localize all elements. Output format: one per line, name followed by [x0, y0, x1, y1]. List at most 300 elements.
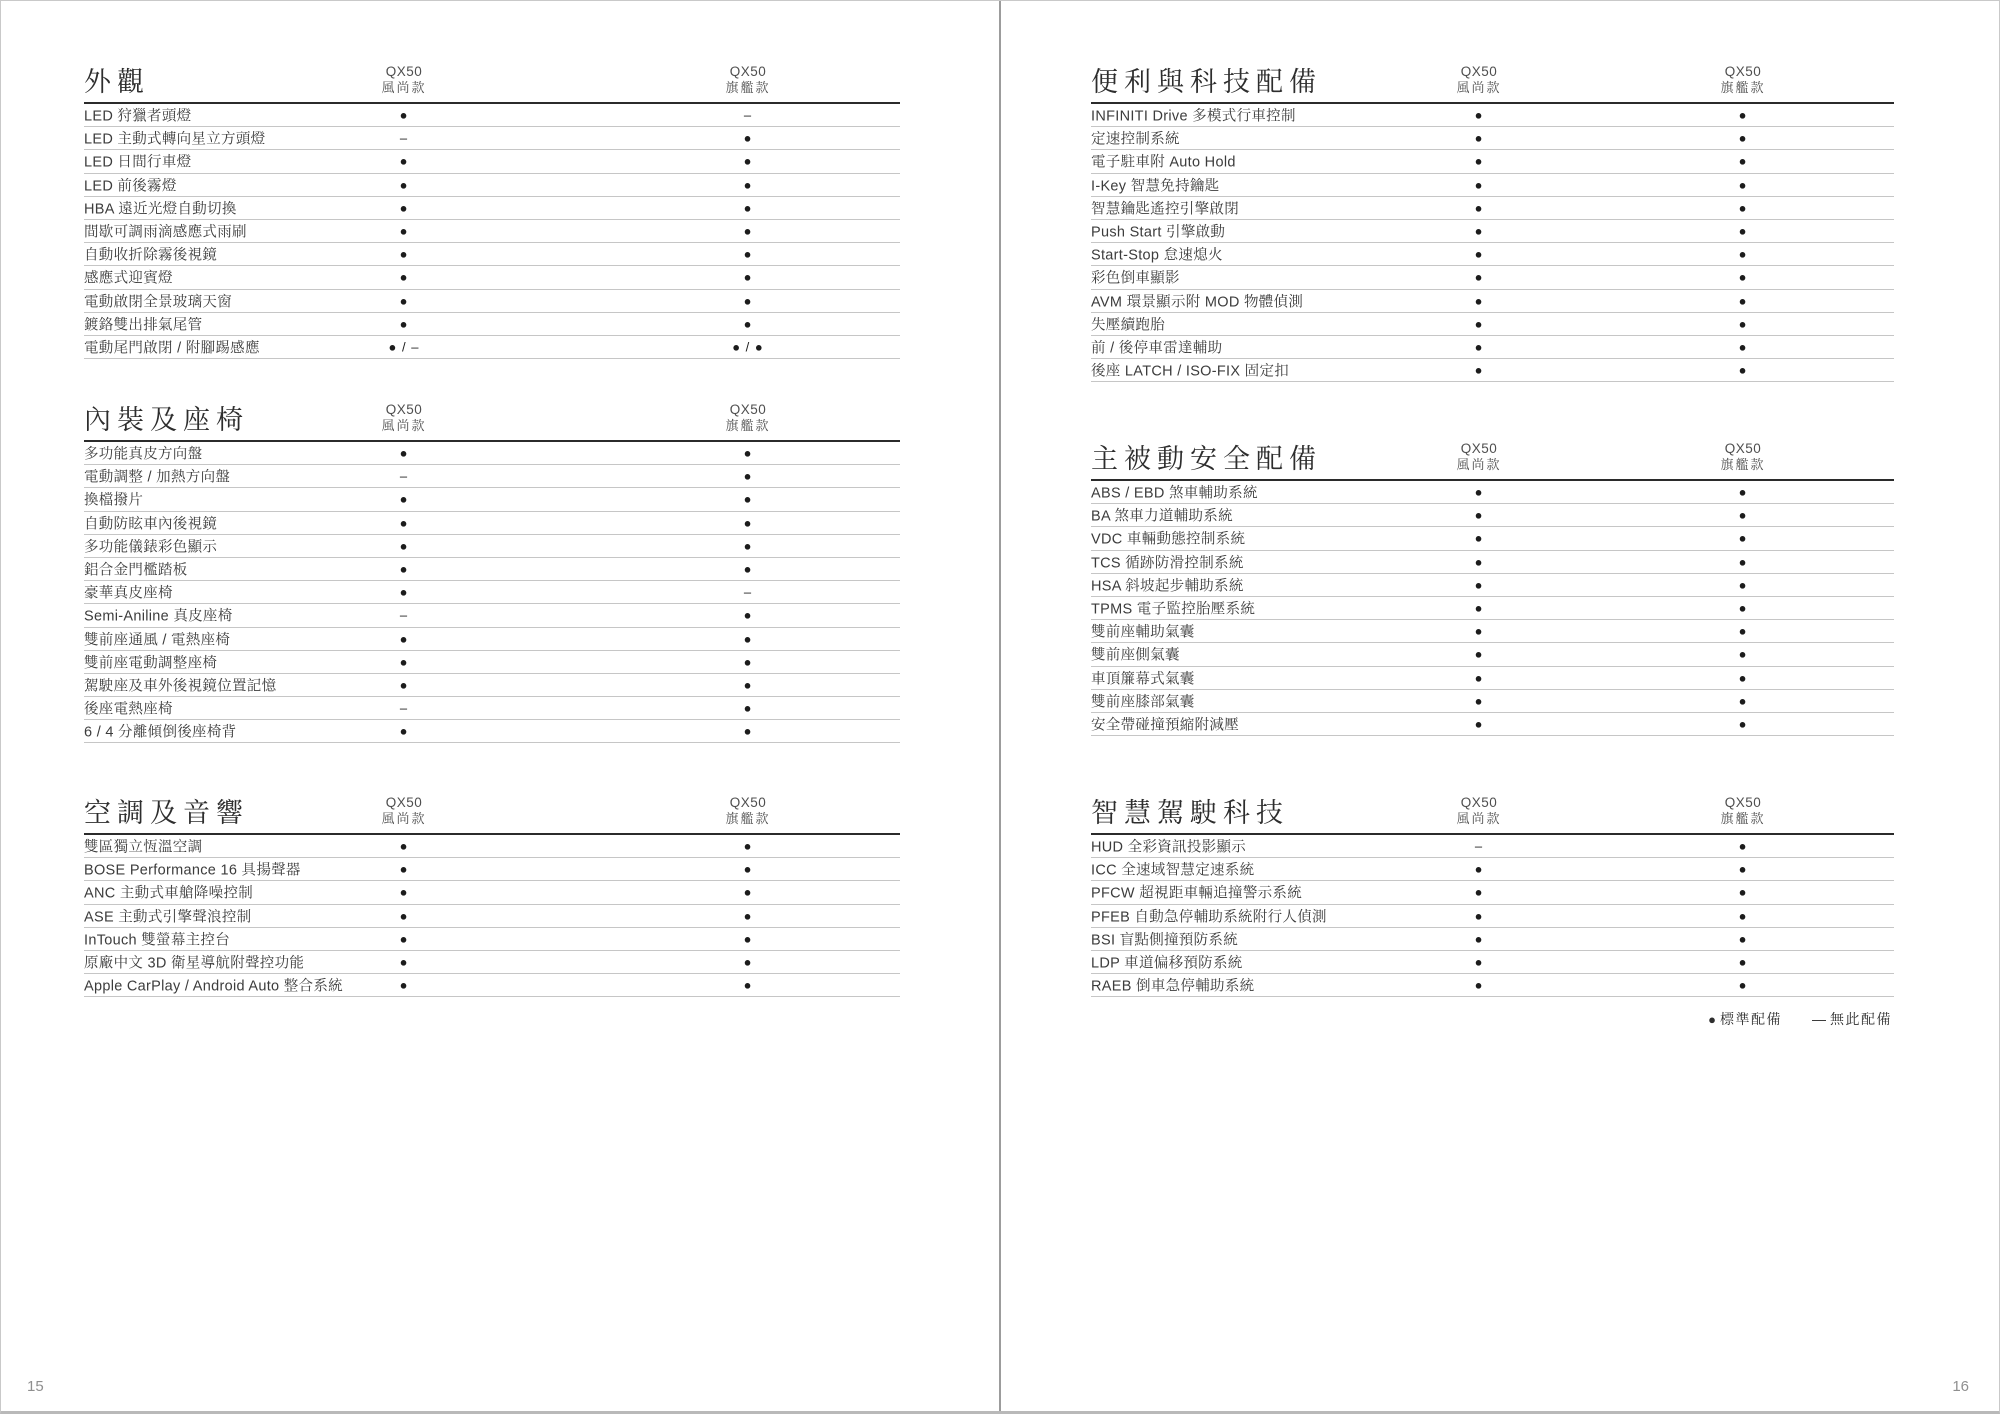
availability-cell: – — [399, 607, 409, 623]
availability-cell: ● — [399, 177, 409, 193]
table-row — [84, 465, 900, 488]
table-row — [1091, 527, 1894, 550]
feature-label: LED 主動式轉向星立方頭燈 — [84, 131, 266, 148]
availability-cell: ● — [743, 723, 753, 739]
availability-cell: ● — [1738, 716, 1748, 732]
feature-label: 6 / 4 分離傾倒後座椅背 — [84, 724, 237, 741]
table-row — [84, 336, 900, 359]
feature-label: 自動收折除霧後視鏡 — [84, 247, 218, 264]
feature-label: InTouch 雙螢幕主控台 — [84, 932, 231, 949]
table-row — [1091, 313, 1894, 336]
table-row — [1091, 481, 1894, 504]
feature-label: 電動調整 / 加熱方向盤 — [84, 469, 231, 486]
availability-cell: ● — [743, 838, 753, 854]
feature-label: 安全帶碰撞預縮附減壓 — [1091, 717, 1239, 734]
availability-cell: ● — [1738, 200, 1748, 216]
availability-cell: ● — [743, 954, 753, 970]
feature-label: Push Start 引擎啟動 — [1091, 224, 1226, 241]
availability-cell: ● — [1474, 223, 1484, 239]
availability-cell: ● — [743, 700, 753, 716]
availability-cell: ● — [1738, 223, 1748, 239]
section-header — [1091, 58, 1894, 104]
availability-cell: ● — [1738, 838, 1748, 854]
table-row — [1091, 881, 1894, 904]
feature-section — [1091, 435, 1894, 736]
table-row — [1091, 551, 1894, 574]
availability-cell: ● — [399, 908, 409, 924]
column-model-label: QX50 — [1724, 794, 1762, 810]
availability-cell: ● — [1738, 693, 1748, 709]
table-row — [84, 104, 900, 127]
availability-cell: ● — [743, 130, 753, 146]
availability-cell: ● — [1738, 861, 1748, 877]
section-title: 內裝及座椅 — [84, 405, 249, 435]
feature-label: 多功能儀錶彩色顯示 — [84, 539, 218, 556]
availability-cell: ● — [743, 908, 753, 924]
availability-cell: ● — [743, 677, 753, 693]
feature-label: Start-Stop 怠速熄火 — [1091, 247, 1223, 264]
feature-label: 雙區獨立恆溫空調 — [84, 839, 203, 856]
table-row — [84, 243, 900, 266]
availability-cell: ● — [1474, 693, 1484, 709]
availability-cell: ● — [1738, 623, 1748, 639]
table-row — [1091, 928, 1894, 951]
availability-cell: ● — [399, 654, 409, 670]
section-title: 便利與科技配備 — [1091, 67, 1322, 97]
availability-cell: ● — [743, 177, 753, 193]
availability-cell: – — [743, 107, 753, 123]
availability-cell: ● — [1738, 530, 1748, 546]
column-model-label: QX50 — [385, 401, 423, 417]
table-row — [84, 951, 900, 974]
table-row — [1091, 127, 1894, 150]
availability-cell: ● — [1738, 507, 1748, 523]
availability-cell: ● — [399, 107, 409, 123]
table-row — [84, 858, 900, 881]
feature-label: PFCW 超視距車輛追撞警示系統 — [1091, 885, 1303, 902]
availability-cell: ● — [743, 977, 753, 993]
availability-cell: ● — [1474, 200, 1484, 216]
column-trim-label: 旗艦款 — [1720, 457, 1766, 473]
availability-cell: ● — [399, 223, 409, 239]
availability-cell: ● — [1474, 130, 1484, 146]
table-row — [84, 150, 900, 173]
feature-label: BOSE Performance 16 具揚聲器 — [84, 862, 301, 879]
column-header — [688, 401, 808, 435]
column-trim-label: 風尚款 — [1456, 80, 1502, 96]
availability-cell: ● — [1474, 931, 1484, 947]
availability-cell: ● — [399, 931, 409, 947]
availability-cell: ● — [1474, 339, 1484, 355]
availability-cell: ● — [743, 515, 753, 531]
table-row — [84, 220, 900, 243]
availability-cell: ● — [743, 468, 753, 484]
feature-label: 豪華真皮座椅 — [84, 585, 173, 602]
section-title: 主被動安全配備 — [1091, 444, 1322, 474]
column-header — [344, 401, 464, 435]
column-trim-label: 風尚款 — [381, 80, 427, 96]
table-row — [1091, 104, 1894, 127]
availability-cell: ● — [1474, 362, 1484, 378]
table-row — [84, 581, 900, 604]
feature-section — [1091, 789, 1894, 997]
availability-cell: ● — [1738, 600, 1748, 616]
feature-label: 後座 LATCH / ISO-FIX 固定扣 — [1091, 363, 1290, 380]
availability-cell: ● — [399, 153, 409, 169]
column-trim-label: 旗艦款 — [725, 418, 771, 434]
feature-label: TPMS 電子監控胎壓系統 — [1091, 601, 1256, 618]
feature-label: 原廠中文 3D 衛星導航附聲控功能 — [84, 955, 305, 972]
table-row — [84, 881, 900, 904]
availability-cell: ● — [743, 246, 753, 262]
column-header — [1683, 440, 1803, 474]
feature-section — [84, 58, 900, 359]
column-model-label: QX50 — [729, 794, 767, 810]
feature-label: HSA 斜坡起步輔助系統 — [1091, 578, 1244, 595]
availability-cell: ● / ● — [732, 339, 764, 355]
legend-standard-label: 標準配備 — [1720, 1011, 1782, 1027]
availability-cell: ● — [1738, 107, 1748, 123]
availability-cell: ● — [1474, 316, 1484, 332]
page-number-right: 16 — [1952, 1378, 1969, 1395]
feature-label: 車頂簾幕式氣囊 — [1091, 671, 1195, 688]
section-header — [84, 58, 900, 104]
feature-label: 智慧鑰匙遙控引擎啟閉 — [1091, 201, 1239, 218]
table-row — [84, 674, 900, 697]
legend-none-label: 無此配備 — [1830, 1011, 1892, 1027]
section-header — [84, 789, 900, 835]
availability-cell: ● — [1474, 246, 1484, 262]
availability-cell: ● — [1474, 507, 1484, 523]
availability-cell: ● — [399, 293, 409, 309]
feature-label: LED 狩獵者頭燈 — [84, 108, 192, 125]
table-row — [1091, 620, 1894, 643]
availability-cell: ● — [399, 677, 409, 693]
table-row — [84, 835, 900, 858]
availability-cell: ● — [399, 491, 409, 507]
availability-cell: ● — [399, 200, 409, 216]
availability-cell: ● — [1738, 269, 1748, 285]
feature-label: 雙前座側氣囊 — [1091, 647, 1180, 664]
feature-label: LDP 車道偏移預防系統 — [1091, 955, 1243, 972]
availability-cell: ● — [1474, 530, 1484, 546]
availability-cell: ● — [399, 269, 409, 285]
column-header — [1419, 440, 1539, 474]
feature-label: ANC 主動式車艙降噪控制 — [84, 885, 254, 902]
feature-label: 電動啟閉全景玻璃天窗 — [84, 294, 232, 311]
feature-label: LED 日間行車燈 — [84, 154, 192, 171]
feature-label: HBA 遠近光燈自動切換 — [84, 201, 237, 218]
table-row — [84, 127, 900, 150]
availability-cell: ● — [1738, 339, 1748, 355]
availability-cell: ● — [1474, 177, 1484, 193]
availability-cell: ● / – — [388, 339, 420, 355]
availability-cell: ● — [399, 316, 409, 332]
feature-label: TCS 循跡防滑控制系統 — [1091, 555, 1244, 572]
availability-cell: ● — [1474, 646, 1484, 662]
table-row — [1091, 690, 1894, 713]
feature-section — [84, 789, 900, 997]
table-row — [1091, 504, 1894, 527]
feature-label: 雙前座電動調整座椅 — [84, 655, 218, 672]
availability-cell: ● — [1738, 130, 1748, 146]
availability-cell: ● — [743, 200, 753, 216]
table-row — [1091, 150, 1894, 173]
page-divider — [999, 1, 1001, 1411]
column-trim-label: 旗艦款 — [725, 80, 771, 96]
feature-label: Semi-Aniline 真皮座椅 — [84, 608, 233, 625]
availability-cell: ● — [1474, 716, 1484, 732]
feature-label: 換檔撥片 — [84, 492, 144, 509]
page-right — [1091, 1, 1894, 1411]
table-row — [1091, 197, 1894, 220]
column-model-label: QX50 — [1460, 440, 1498, 456]
availability-cell: ● — [743, 654, 753, 670]
column-model-label: QX50 — [729, 63, 767, 79]
feature-label: AVM 環景顯示附 MOD 物體偵測 — [1091, 294, 1304, 311]
availability-cell: ● — [1738, 670, 1748, 686]
column-header — [1683, 63, 1803, 97]
feature-label: 雙前座通風 / 電熱座椅 — [84, 632, 231, 649]
feature-label: 鍍鉻雙出排氣尾管 — [84, 317, 203, 334]
availability-cell: ● — [1738, 362, 1748, 378]
table-row — [84, 604, 900, 627]
feature-section — [1091, 58, 1894, 382]
section-title: 外觀 — [84, 67, 150, 97]
feature-label: 雙前座輔助氣囊 — [1091, 624, 1195, 641]
section-header — [1091, 789, 1894, 835]
availability-cell: ● — [1474, 554, 1484, 570]
column-model-label: QX50 — [1460, 63, 1498, 79]
column-header — [688, 794, 808, 828]
feature-label: ASE 主動式引擎聲浪控制 — [84, 909, 252, 926]
availability-cell: ● — [743, 153, 753, 169]
column-model-label: QX50 — [1724, 440, 1762, 456]
availability-cell: ● — [743, 269, 753, 285]
column-trim-label: 旗艦款 — [1720, 811, 1766, 827]
column-trim-label: 風尚款 — [1456, 457, 1502, 473]
feature-label: RAEB 倒車急停輔助系統 — [1091, 978, 1255, 995]
availability-cell: ● — [743, 293, 753, 309]
none-dash-icon: — — [1812, 1011, 1826, 1027]
table-row — [84, 174, 900, 197]
availability-cell: ● — [1474, 954, 1484, 970]
availability-cell: ● — [743, 607, 753, 623]
section-title: 空調及音響 — [84, 798, 249, 828]
column-model-label: QX50 — [729, 401, 767, 417]
feature-label: 間歇可調雨滴感應式雨刷 — [84, 224, 247, 241]
availability-cell: ● — [1474, 577, 1484, 593]
availability-cell: ● — [1474, 908, 1484, 924]
availability-cell: ● — [1738, 246, 1748, 262]
availability-cell: ● — [1738, 977, 1748, 993]
availability-cell: ● — [1474, 623, 1484, 639]
legend — [1708, 1009, 1892, 1029]
standard-dot-icon: ● — [1708, 1012, 1716, 1027]
availability-cell: ● — [1474, 153, 1484, 169]
feature-label: 失壓續跑胎 — [1091, 317, 1165, 334]
availability-cell: ● — [1738, 484, 1748, 500]
feature-label: 感應式迎賓燈 — [84, 270, 173, 287]
table-row — [84, 720, 900, 743]
availability-cell: – — [1474, 838, 1484, 854]
availability-cell: ● — [399, 561, 409, 577]
availability-cell: ● — [1474, 884, 1484, 900]
column-model-label: QX50 — [1460, 794, 1498, 810]
availability-cell: ● — [1474, 861, 1484, 877]
availability-cell: ● — [1474, 484, 1484, 500]
availability-cell: ● — [743, 445, 753, 461]
table-row — [84, 442, 900, 465]
availability-cell: – — [399, 130, 409, 146]
table-row — [1091, 574, 1894, 597]
table-row — [1091, 174, 1894, 197]
availability-cell: ● — [1738, 577, 1748, 593]
feature-label: BA 煞車力道輔助系統 — [1091, 508, 1233, 525]
table-row — [1091, 243, 1894, 266]
availability-cell: ● — [399, 977, 409, 993]
feature-label: HUD 全彩資訊投影顯示 — [1091, 839, 1247, 856]
availability-cell: ● — [743, 538, 753, 554]
table-row — [84, 697, 900, 720]
column-model-label: QX50 — [385, 63, 423, 79]
table-row — [84, 488, 900, 511]
availability-cell: ● — [399, 631, 409, 647]
column-trim-label: 風尚款 — [381, 811, 427, 827]
availability-cell: – — [399, 700, 409, 716]
feature-label: 雙前座膝部氣囊 — [1091, 694, 1195, 711]
section-header — [1091, 435, 1894, 481]
feature-label: 鋁合金門檻踏板 — [84, 562, 188, 579]
availability-cell: ● — [1474, 293, 1484, 309]
table-row — [1091, 974, 1894, 997]
table-row — [1091, 290, 1894, 313]
feature-label: ABS / EBD 煞車輔助系統 — [1091, 485, 1258, 502]
availability-cell: ● — [399, 838, 409, 854]
column-trim-label: 風尚款 — [381, 418, 427, 434]
availability-cell: ● — [1738, 316, 1748, 332]
column-trim-label: 旗艦款 — [725, 811, 771, 827]
feature-label: 電子駐車附 Auto Hold — [1091, 154, 1236, 171]
availability-cell: ● — [399, 445, 409, 461]
table-row — [1091, 951, 1894, 974]
feature-label: 電動尾門啟閉 / 附腳踢感應 — [84, 340, 260, 357]
availability-cell: ● — [743, 861, 753, 877]
availability-cell: ● — [399, 538, 409, 554]
availability-cell: ● — [1738, 153, 1748, 169]
availability-cell: ● — [743, 316, 753, 332]
availability-cell: ● — [1474, 269, 1484, 285]
availability-cell: ● — [1738, 293, 1748, 309]
table-row — [1091, 858, 1894, 881]
availability-cell: ● — [1474, 107, 1484, 123]
column-trim-label: 風尚款 — [1456, 811, 1502, 827]
availability-cell: ● — [1738, 954, 1748, 970]
availability-cell: ● — [399, 954, 409, 970]
availability-cell: ● — [1738, 908, 1748, 924]
availability-cell: ● — [743, 223, 753, 239]
table-row — [84, 928, 900, 951]
table-row — [84, 266, 900, 289]
availability-cell: ● — [1474, 977, 1484, 993]
table-row — [1091, 597, 1894, 620]
feature-label: BSI 盲點側撞預防系統 — [1091, 932, 1238, 949]
column-header — [688, 63, 808, 97]
availability-cell: ● — [1738, 646, 1748, 662]
availability-cell: ● — [399, 246, 409, 262]
feature-label: VDC 車輛動態控制系統 — [1091, 531, 1246, 548]
availability-cell: ● — [1738, 177, 1748, 193]
table-row — [84, 974, 900, 997]
feature-label: INFINITI Drive 多模式行車控制 — [1091, 108, 1296, 125]
feature-label: 多功能真皮方向盤 — [84, 446, 203, 463]
availability-cell: ● — [399, 584, 409, 600]
availability-cell: – — [743, 584, 753, 600]
column-model-label: QX50 — [385, 794, 423, 810]
feature-label: ICC 全速域智慧定速系統 — [1091, 862, 1255, 879]
availability-cell: ● — [399, 884, 409, 900]
availability-cell: ● — [399, 861, 409, 877]
table-row — [1091, 905, 1894, 928]
feature-label: 後座電熱座椅 — [84, 701, 173, 718]
table-row — [84, 628, 900, 651]
table-row — [1091, 359, 1894, 382]
availability-cell: ● — [1738, 884, 1748, 900]
column-header — [344, 63, 464, 97]
feature-label: 駕駛座及車外後視鏡位置記憶 — [84, 678, 277, 695]
column-header — [344, 794, 464, 828]
feature-label: 定速控制系統 — [1091, 131, 1180, 148]
availability-cell: ● — [743, 631, 753, 647]
feature-label: 自動防眩車內後視鏡 — [84, 516, 218, 533]
availability-cell: ● — [399, 515, 409, 531]
availability-cell: ● — [743, 561, 753, 577]
section-title: 智慧駕駛科技 — [1091, 798, 1289, 828]
availability-cell: ● — [743, 884, 753, 900]
column-header — [1419, 63, 1539, 97]
feature-label: Apple CarPlay / Android Auto 整合系統 — [84, 978, 343, 995]
page-left — [84, 1, 900, 1411]
table-row — [84, 651, 900, 674]
table-row — [84, 290, 900, 313]
availability-cell: – — [399, 468, 409, 484]
section-header — [84, 396, 900, 442]
table-row — [84, 558, 900, 581]
column-header — [1419, 794, 1539, 828]
availability-cell: ● — [1738, 554, 1748, 570]
column-trim-label: 旗艦款 — [1720, 80, 1766, 96]
table-row — [84, 512, 900, 535]
feature-label: I-Key 智慧免持鑰匙 — [1091, 178, 1220, 195]
availability-cell: ● — [743, 491, 753, 507]
column-header — [1683, 794, 1803, 828]
availability-cell: ● — [399, 723, 409, 739]
availability-cell: ● — [1474, 670, 1484, 686]
availability-cell: ● — [1738, 931, 1748, 947]
page-number-left: 15 — [27, 1378, 44, 1395]
availability-cell: ● — [1474, 600, 1484, 616]
table-row — [1091, 713, 1894, 736]
column-model-label: QX50 — [1724, 63, 1762, 79]
table-row — [1091, 643, 1894, 666]
table-row — [84, 197, 900, 220]
table-row — [1091, 220, 1894, 243]
table-row — [84, 905, 900, 928]
table-row — [84, 313, 900, 336]
feature-label: LED 前後霧燈 — [84, 178, 177, 195]
table-row — [1091, 336, 1894, 359]
feature-section — [84, 396, 900, 743]
